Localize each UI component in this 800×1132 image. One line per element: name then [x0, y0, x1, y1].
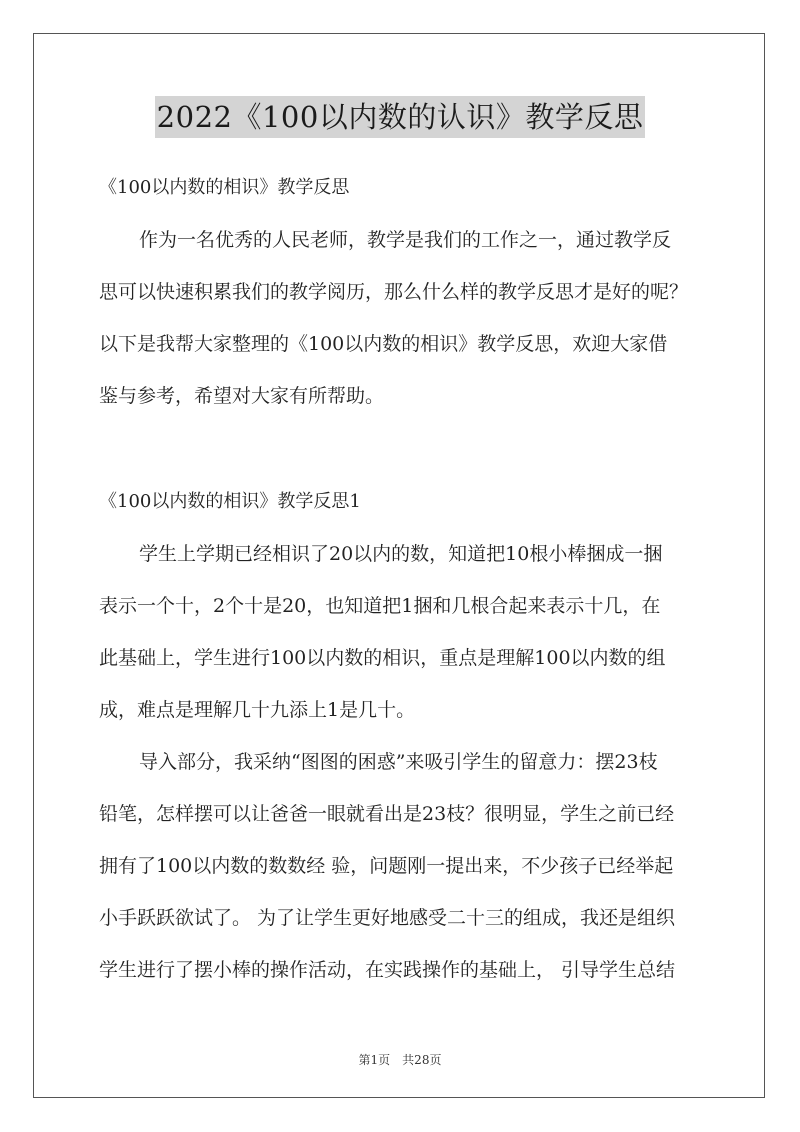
section1-para1-line-4: 成，难点是理解几十九添上1是几十。	[99, 699, 416, 721]
section1-para2-line-1: 导入部分，我采纳“图图的困惑”来吸引学生的留意力：摆23枝	[139, 751, 658, 773]
page-footer: 第1页 共28页	[358, 1053, 442, 1067]
intro-line-1: 作为一名优秀的人民老师，教学是我们的工作之一，通过教学反	[139, 229, 672, 251]
section1-para2-line-2: 铅笔，怎样摆可以让爸爸一眼就看出是23枝？很明显，学生之前已经	[99, 803, 675, 825]
intro-line-3: 以下是我帮大家整理的《100以内数的相识》教学反思，欢迎大家借	[99, 333, 668, 355]
intro-line-2: 思可以快速积累我们的教学阅历，那么什么样的教学反思才是好的呢？	[99, 281, 689, 303]
section1-heading: 《100以内数的相识》教学反思1	[99, 491, 361, 512]
title-wrap	[0, 96, 800, 138]
section1-para1-line-1: 学生上学期已经相识了20以内的数，知道把10根小棒捆成一捆	[139, 543, 663, 565]
section1-para1-line-3: 此基础上，学生进行100以内数的相识，重点是理解100以内数的组	[99, 647, 666, 669]
section1-para2-line-5: 学生进行了摆小棒的操作活动，在实践操作的基础上， 引导学生总结	[99, 959, 676, 981]
intro-line-4: 鉴与参考，希望对大家有所帮助。	[99, 385, 385, 407]
section1-para1-line-2: 表示一个十，2个十是20，也知道把1捆和几根合起来表示十几，在	[99, 595, 661, 617]
intro-heading: 《100以内数的相识》教学反思	[99, 177, 350, 198]
section1-para2-line-3: 拥有了100以内数的数数经 验，问题刚一提出来，不少孩子已经举起	[99, 855, 674, 877]
section1-para2-line-4: 小手跃跃欲试了。 为了让学生更好地感受二十三的组成，我还是组织	[99, 907, 676, 929]
document-title: 2022《100以内数的认识》教学反思	[155, 96, 646, 138]
